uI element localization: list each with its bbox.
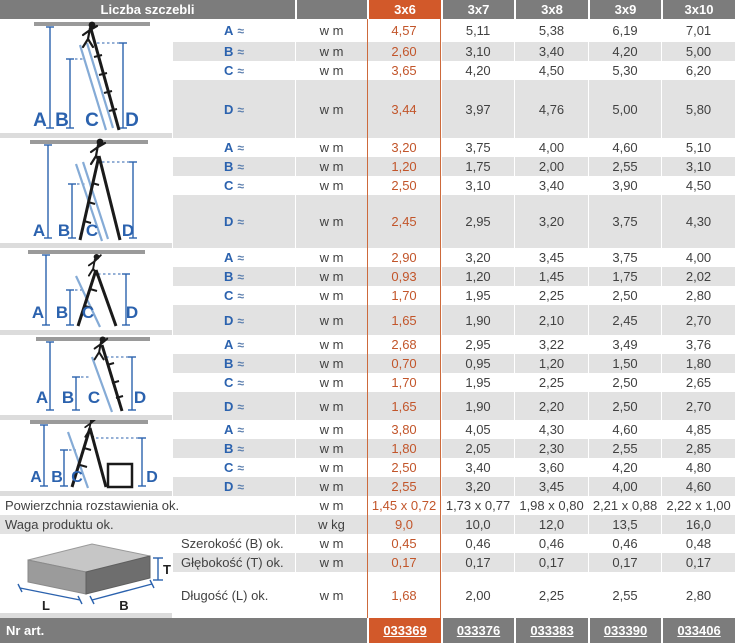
diagram-stepladder-extended (0, 138, 172, 248)
dim-letter: D (133, 388, 147, 407)
leaning-short-ladder-illustration (0, 335, 172, 415)
value-cell: 3,76 (661, 335, 735, 354)
value-cell: 2,95 (441, 335, 514, 354)
row-label (172, 477, 295, 496)
row-label (172, 157, 295, 176)
value-cell: 4,60 (588, 138, 661, 157)
value-cell: 1,90 (441, 305, 514, 335)
value-cell: 2,90 (367, 248, 441, 267)
value-cell: 1,75 (441, 157, 514, 176)
value-cell: 0,17 (367, 553, 441, 572)
value-cell: 0,70 (367, 354, 441, 373)
value-cell: 3,45 (514, 477, 588, 496)
value-cell: 4,80 (661, 458, 735, 477)
row-label (172, 373, 295, 392)
dim-letter: C (87, 388, 101, 407)
row-label (172, 392, 295, 420)
value-cell: 2,80 (661, 572, 735, 618)
value-cell: 7,01 (661, 19, 735, 42)
approx-symbol: ≈ (237, 480, 244, 494)
value-cell: 3,90 (588, 176, 661, 195)
dim-letter: B (61, 388, 75, 407)
value-cell: 4,50 (514, 61, 588, 80)
value-cell: 1,70 (367, 286, 441, 305)
column-header-3x9: 3x9 (588, 0, 661, 19)
row-label (172, 305, 295, 335)
dimension-letter: D (224, 479, 234, 494)
approx-symbol: ≈ (237, 376, 244, 390)
unit-cell: w m (295, 392, 367, 420)
value-cell: 0,95 (441, 354, 514, 373)
value-cell: 9,0 (367, 515, 441, 534)
value-cell: 2,55 (367, 477, 441, 496)
value-cell: 0,17 (514, 553, 588, 572)
dim-letter: A (32, 221, 46, 240)
stepladder-platform-illustration (0, 420, 172, 491)
value-cell: 2,70 (661, 305, 735, 335)
diagram-leaning-ladder (0, 19, 172, 138)
value-cell: 1,95 (441, 373, 514, 392)
unit-cell: w m (295, 373, 367, 392)
approx-symbol: ≈ (237, 102, 244, 117)
value-cell: 2,25 (514, 286, 588, 305)
approx-symbol: ≈ (237, 215, 244, 229)
value-cell: 4,60 (661, 477, 735, 496)
value-cell: 0,17 (588, 553, 661, 572)
value-cell: 3,10 (661, 157, 735, 176)
value-cell: 2,25 (514, 373, 588, 392)
dimension-letter: C (224, 178, 234, 193)
row-label (172, 420, 295, 439)
dim-letter: C (71, 469, 83, 486)
article-row-label: Nr art. (0, 618, 367, 643)
row-label (172, 267, 295, 286)
unit-cell: w m (295, 335, 367, 354)
value-cell: 2,20 (514, 392, 588, 420)
value-cell: 1,65 (367, 392, 441, 420)
table-title: Liczba szczebli (0, 0, 295, 19)
value-cell: 2,00 (514, 157, 588, 176)
value-cell: 0,46 (514, 534, 588, 553)
approx-symbol: ≈ (237, 64, 244, 78)
value-cell: 3,40 (514, 42, 588, 61)
value-cell: 1,45 x 0,72 (367, 496, 441, 515)
value-cell: 2,22 x 1,00 (661, 496, 735, 515)
unit-cell: w m (295, 458, 367, 477)
unit-cell: w m (295, 286, 367, 305)
value-cell: 3,49 (588, 335, 661, 354)
box-letter-l: L (42, 598, 50, 613)
value-cell: 3,45 (514, 248, 588, 267)
article-number-link[interactable]: 033369 (367, 618, 441, 643)
value-cell: 2,30 (514, 439, 588, 458)
approx-symbol: ≈ (237, 270, 244, 284)
dimension-letter: B (224, 441, 234, 456)
bucket-box (108, 464, 132, 487)
dimension-box-illustration (0, 534, 172, 613)
value-cell: 0,17 (441, 553, 514, 572)
value-cell: 5,11 (441, 19, 514, 42)
dimension-letter: C (224, 288, 234, 303)
leaning-ladder-illustration (0, 19, 172, 133)
value-cell: 5,00 (588, 80, 661, 138)
dim-letter: D (125, 303, 139, 322)
value-cell: 2,50 (367, 458, 441, 477)
value-cell: 3,44 (367, 80, 441, 138)
value-cell: 3,40 (441, 458, 514, 477)
value-cell: 2,45 (588, 305, 661, 335)
dimension-letter: A (224, 337, 234, 352)
diagram-stepladder (0, 248, 172, 335)
value-cell: 1,80 (661, 354, 735, 373)
unit-cell: w m (295, 477, 367, 496)
value-cell: 2,55 (588, 157, 661, 176)
value-cell: 2,55 (588, 439, 661, 458)
value-cell: 3,10 (441, 176, 514, 195)
unit-cell: w m (295, 354, 367, 373)
value-cell: 5,10 (661, 138, 735, 157)
value-cell: 2,55 (588, 572, 661, 618)
value-cell: 1,65 (367, 305, 441, 335)
approx-symbol: ≈ (237, 251, 244, 265)
row-label (172, 439, 295, 458)
dimension-letter: D (224, 312, 234, 328)
unit-cell: w m (295, 305, 367, 335)
value-cell: 4,20 (588, 458, 661, 477)
value-cell: 1,95 (441, 286, 514, 305)
value-cell: 3,10 (441, 42, 514, 61)
dim-letter: D (125, 110, 139, 131)
dim-letter: B (55, 110, 69, 131)
value-cell: 3,20 (441, 248, 514, 267)
unit-cell: w m (295, 195, 367, 248)
value-cell: 5,30 (588, 61, 661, 80)
value-cell: 3,80 (367, 420, 441, 439)
value-cell: 4,60 (588, 420, 661, 439)
value-cell: 3,75 (441, 138, 514, 157)
value-cell: 3,65 (367, 61, 441, 80)
article-number-link[interactable]: 033390 (588, 618, 661, 643)
dimension-label: Długość (L) ok. (172, 572, 295, 618)
unit-cell: w m (295, 176, 367, 195)
value-cell: 1,80 (367, 439, 441, 458)
dim-letter: A (30, 469, 42, 486)
unit-cell: w m (295, 61, 367, 80)
value-cell: 4,00 (514, 138, 588, 157)
dimension-letter: B (224, 44, 234, 59)
unit-cell: w m (295, 496, 367, 515)
value-cell: 3,97 (441, 80, 514, 138)
approx-symbol: ≈ (237, 461, 244, 475)
value-cell: 4,76 (514, 80, 588, 138)
value-cell: 0,46 (588, 534, 661, 553)
value-cell: 10,0 (441, 515, 514, 534)
dim-letter: A (33, 110, 47, 131)
value-cell: 1,73 x 0,77 (441, 496, 514, 515)
dim-letter: B (57, 221, 71, 240)
value-cell: 2,05 (441, 439, 514, 458)
value-cell: 12,0 (514, 515, 588, 534)
row-label (172, 195, 295, 248)
value-cell: 3,20 (367, 138, 441, 157)
dimension-letter: C (224, 460, 234, 475)
value-cell: 2,21 x 0,88 (588, 496, 661, 515)
dimension-letter: C (224, 63, 234, 78)
value-cell: 2,45 (367, 195, 441, 248)
unit-cell: w m (295, 248, 367, 267)
value-cell: 4,50 (661, 176, 735, 195)
unit-cell: w m (295, 267, 367, 286)
unit-cell: w kg (295, 515, 367, 534)
dimension-letter: B (224, 159, 234, 174)
approx-symbol: ≈ (237, 179, 244, 193)
summary-label: Waga produktu ok. (0, 515, 295, 534)
row-label (172, 354, 295, 373)
row-label (172, 335, 295, 354)
approx-symbol: ≈ (237, 24, 244, 38)
column-header-3x8: 3x8 (514, 0, 588, 19)
stepladder-illustration (0, 248, 172, 330)
value-cell: 3,22 (514, 335, 588, 354)
dim-letter: C (85, 221, 99, 240)
article-number-link[interactable]: 033376 (441, 618, 514, 643)
value-cell: 3,60 (514, 458, 588, 477)
value-cell: 1,98 x 0,80 (514, 496, 588, 515)
value-cell: 2,50 (588, 286, 661, 305)
unit-cell: w m (295, 553, 367, 572)
diagram-dimension-box (0, 534, 172, 618)
value-cell: 1,45 (514, 267, 588, 286)
unit-cell: w m (295, 42, 367, 61)
dimension-letter: A (224, 140, 234, 155)
approx-symbol: ≈ (237, 423, 244, 437)
value-cell: 2,25 (514, 572, 588, 618)
value-cell: 6,20 (661, 61, 735, 80)
unit-cell: w m (295, 157, 367, 176)
dim-letter: D (146, 469, 158, 486)
value-cell: 5,80 (661, 80, 735, 138)
article-number-link[interactable]: 033406 (661, 618, 735, 643)
value-cell: 4,30 (514, 420, 588, 439)
stepladder-extended-illustration (0, 138, 172, 243)
unit-cell: w m (295, 80, 367, 138)
dimension-letter: D (224, 101, 234, 117)
value-cell: 4,20 (588, 42, 661, 61)
row-label (172, 80, 295, 138)
value-cell: 4,20 (441, 61, 514, 80)
value-cell: 1,90 (441, 392, 514, 420)
approx-symbol: ≈ (237, 45, 244, 59)
dim-letter: A (31, 303, 45, 322)
row-label (172, 286, 295, 305)
article-number-link[interactable]: 033383 (514, 618, 588, 643)
dimension-letter: D (224, 214, 234, 229)
approx-symbol: ≈ (237, 357, 244, 371)
value-cell: 0,45 (367, 534, 441, 553)
value-cell: 3,75 (588, 248, 661, 267)
value-cell: 2,50 (367, 176, 441, 195)
value-cell: 2,68 (367, 335, 441, 354)
dim-letter: C (85, 110, 99, 131)
approx-symbol: ≈ (237, 338, 244, 352)
dimension-letter: A (224, 422, 234, 437)
value-cell: 2,50 (588, 373, 661, 392)
value-cell: 4,85 (661, 420, 735, 439)
unit-cell: w m (295, 19, 367, 42)
box-letter-b: B (119, 598, 129, 613)
value-cell: 1,50 (588, 354, 661, 373)
value-cell: 3,40 (514, 176, 588, 195)
dimension-letter: B (224, 356, 234, 371)
value-cell: 16,0 (661, 515, 735, 534)
approx-symbol: ≈ (237, 442, 244, 456)
dimension-letter: B (224, 269, 234, 284)
value-cell: 2,85 (661, 439, 735, 458)
row-label (172, 176, 295, 195)
value-cell: 2,60 (367, 42, 441, 61)
column-header-3x10: 3x10 (661, 0, 735, 19)
diagram-leaning-short (0, 335, 172, 420)
dimension-label: Głębokość (T) ok. (172, 553, 295, 572)
dim-letter: B (55, 303, 69, 322)
diagram-stepladder-platform (0, 420, 172, 496)
column-header-3x7: 3x7 (441, 0, 514, 19)
value-cell: 2,50 (588, 392, 661, 420)
unit-cell: w m (295, 420, 367, 439)
value-cell: 1,75 (588, 267, 661, 286)
dimension-letter: D (224, 398, 234, 414)
value-cell: 1,20 (514, 354, 588, 373)
dim-letter: D (121, 221, 135, 240)
value-cell: 1,68 (367, 572, 441, 618)
row-label (172, 248, 295, 267)
value-cell: 6,19 (588, 19, 661, 42)
value-cell: 5,00 (661, 42, 735, 61)
value-cell: 2,02 (661, 267, 735, 286)
value-cell: 2,65 (661, 373, 735, 392)
row-label (172, 138, 295, 157)
row-label (172, 19, 295, 42)
dimension-letter: C (224, 375, 234, 390)
dim-letter: A (35, 388, 49, 407)
unit-column-header (295, 0, 367, 19)
value-cell: 0,48 (661, 534, 735, 553)
approx-symbol: ≈ (237, 399, 244, 414)
value-cell: 2,10 (514, 305, 588, 335)
value-cell: 13,5 (588, 515, 661, 534)
value-cell: 1,70 (367, 373, 441, 392)
dimension-letter: A (224, 23, 234, 38)
value-cell: 1,20 (367, 157, 441, 176)
value-cell: 2,70 (661, 392, 735, 420)
box-letter-t: T (163, 562, 171, 577)
approx-symbol: ≈ (237, 313, 244, 328)
unit-cell: w m (295, 572, 367, 618)
value-cell: 5,38 (514, 19, 588, 42)
dimension-label: Szerokość (B) ok. (172, 534, 295, 553)
value-cell: 4,30 (661, 195, 735, 248)
value-cell: 2,80 (661, 286, 735, 305)
dim-letter: B (51, 469, 63, 486)
value-cell: 4,05 (441, 420, 514, 439)
value-cell: 2,00 (441, 572, 514, 618)
row-label (172, 61, 295, 80)
dim-letter: C (81, 303, 95, 322)
value-cell: 1,20 (441, 267, 514, 286)
value-cell: 4,00 (588, 477, 661, 496)
value-cell: 0,46 (441, 534, 514, 553)
value-cell: 3,75 (588, 195, 661, 248)
dimension-letter: A (224, 250, 234, 265)
value-cell: 3,20 (514, 195, 588, 248)
unit-cell: w m (295, 534, 367, 553)
value-cell: 4,00 (661, 248, 735, 267)
value-cell: 3,20 (441, 477, 514, 496)
summary-label: Powierzchnia rozstawienia ok. (5, 498, 180, 513)
unit-cell: w m (295, 439, 367, 458)
approx-symbol: ≈ (237, 289, 244, 303)
row-label (172, 458, 295, 477)
unit-cell: w m (295, 138, 367, 157)
value-cell: 0,17 (661, 553, 735, 572)
approx-symbol: ≈ (237, 141, 244, 155)
value-cell: 2,95 (441, 195, 514, 248)
row-label (172, 42, 295, 61)
value-cell: 0,93 (367, 267, 441, 286)
approx-symbol: ≈ (237, 160, 244, 174)
value-cell: 4,57 (367, 19, 441, 42)
column-header-3x6: 3x6 (367, 0, 441, 19)
